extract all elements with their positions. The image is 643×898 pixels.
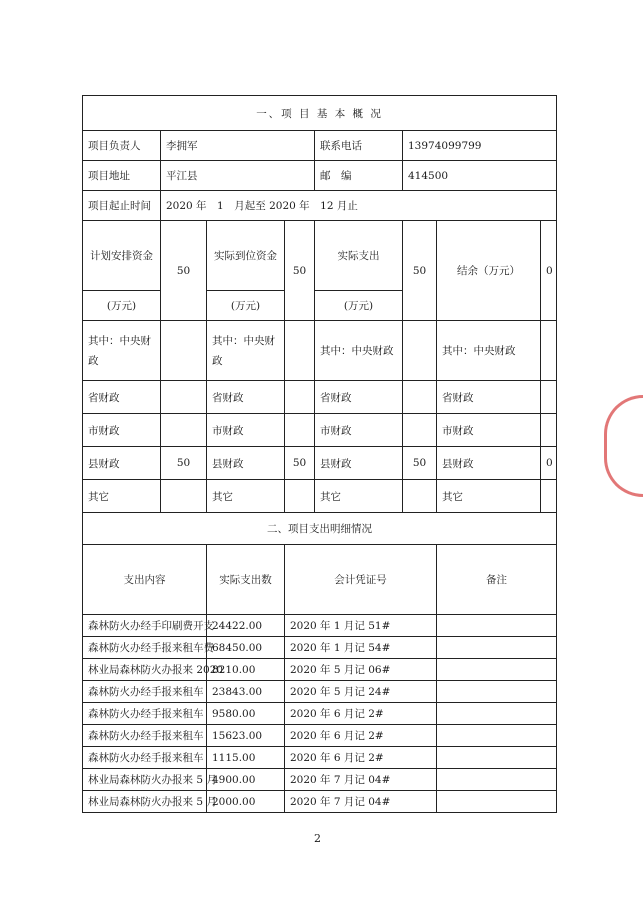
- other-label-3: 其它: [315, 480, 403, 513]
- address-row: [83, 161, 557, 191]
- county-label-3: 县财政: [315, 447, 403, 480]
- section1-header-row: [83, 96, 557, 131]
- row-voucher: 2020 年 1 月记 51#: [285, 615, 437, 637]
- row-content: 森林防火办经手报来租车: [83, 725, 207, 747]
- balance-label: 结余（万元）: [437, 221, 541, 321]
- row-content: 林业局森林防火办报来 2020: [83, 659, 207, 681]
- row-amount: 8210.00: [207, 659, 285, 681]
- row-content: 森林防火办经手报来租车: [83, 747, 207, 769]
- arrived-value: 50: [285, 221, 315, 321]
- row-amount: 1115.00: [207, 747, 285, 769]
- table-row: [83, 659, 557, 681]
- province-label-4: 省财政: [437, 381, 541, 414]
- row-voucher: 2020 年 5 月记 24#: [285, 681, 437, 703]
- postcode-label: 邮 编: [315, 161, 403, 191]
- county-planned: 50: [161, 447, 207, 480]
- row-voucher: 2020 年 6 月记 2#: [285, 725, 437, 747]
- central-label-1: 其中：中央财政: [83, 321, 161, 381]
- header-remark: 备注: [437, 545, 557, 615]
- province-label-1: 省财政: [83, 381, 161, 414]
- row-content: 森林防火办经手印刷费开支: [83, 615, 207, 637]
- row-amount: 9580.00: [207, 703, 285, 725]
- header-voucher: 会计凭证号: [285, 545, 437, 615]
- leader-label: 项目负责人: [83, 131, 161, 161]
- county-label-2: 县财政: [207, 447, 285, 480]
- row-remark: [437, 659, 557, 681]
- funds-row: [83, 221, 557, 291]
- row-remark: [437, 615, 557, 637]
- row-remark: [437, 725, 557, 747]
- spent-label: 实际支出: [315, 221, 403, 291]
- row-amount: 15623.00: [207, 725, 285, 747]
- row-content: 森林防火办经手报来租车: [83, 703, 207, 725]
- leader-row: [83, 131, 557, 161]
- address-value: 平江县: [161, 161, 315, 191]
- county-label-4: 县财政: [437, 447, 541, 480]
- leader-value: 李拥军: [161, 131, 315, 161]
- county-balance: 0: [541, 447, 557, 480]
- arrived-unit: (万元): [207, 291, 285, 321]
- period-label: 项目起止时间: [83, 191, 161, 221]
- row-voucher: 2020 年 6 月记 2#: [285, 747, 437, 769]
- city-label-3: 市财政: [315, 414, 403, 447]
- row-remark: [437, 769, 557, 791]
- row-voucher: 2020 年 6 月记 2#: [285, 703, 437, 725]
- row-remark: [437, 681, 557, 703]
- header-content: 支出内容: [83, 545, 207, 615]
- planned-label-cell: [83, 221, 161, 291]
- central-label-4: 其中：中央财政: [437, 321, 541, 381]
- county-arrived: 50: [285, 447, 315, 480]
- planned-label: 计划安排资金: [90, 250, 153, 262]
- row-voucher: 2020 年 5 月记 06#: [285, 659, 437, 681]
- row-amount: 24422.00: [207, 615, 285, 637]
- page-number: 2: [314, 832, 321, 845]
- address-label: 项目地址: [83, 161, 161, 191]
- red-seal-stamp: [604, 395, 643, 497]
- city-label-4: 市财政: [437, 414, 541, 447]
- row-remark: [437, 791, 557, 813]
- county-label-1: 县财政: [83, 447, 161, 480]
- row-remark: [437, 637, 557, 659]
- table-row: [83, 703, 557, 725]
- spent-unit: (万元): [315, 291, 403, 321]
- planned-value: 50: [161, 221, 207, 321]
- city-label-1: 市财政: [83, 414, 161, 447]
- table-row: [83, 637, 557, 659]
- table-row: [83, 769, 557, 791]
- province-row: [83, 381, 557, 414]
- spent-value: 50: [403, 221, 437, 321]
- other-label-4: 其它: [437, 480, 541, 513]
- planned-unit: (万元): [83, 291, 161, 321]
- row-amount: 23843.00: [207, 681, 285, 703]
- period-value: 2020 年 1 月起至 2020 年 12 月止: [161, 191, 557, 221]
- balance-value: 0: [541, 221, 557, 321]
- row-voucher: 2020 年 1 月记 54#: [285, 637, 437, 659]
- row-voucher: 2020 年 7 月记 04#: [285, 769, 437, 791]
- postcode-value: 414500: [403, 161, 557, 191]
- detail-header-row: [83, 545, 557, 615]
- row-remark: [437, 747, 557, 769]
- section2-header-row: [83, 513, 557, 545]
- row-content: 林业局森林防火办报来 5 月: [83, 791, 207, 813]
- province-label-2: 省财政: [207, 381, 285, 414]
- central-label-2: 其中：中央财政: [207, 321, 285, 381]
- project-form-table: [82, 95, 557, 813]
- city-label-2: 市财政: [207, 414, 285, 447]
- city-row: [83, 414, 557, 447]
- table-row: [83, 681, 557, 703]
- row-voucher: 2020 年 7 月记 04#: [285, 791, 437, 813]
- section2-title: 二、项目支出明细情况: [83, 513, 557, 545]
- other-label-1: 其它: [83, 480, 161, 513]
- row-content: 林业局森林防火办报来 5 月: [83, 769, 207, 791]
- row-amount: 4900.00: [207, 769, 285, 791]
- table-row: [83, 615, 557, 637]
- row-content: 森林防火办经手报来租车费: [83, 637, 207, 659]
- central-row: [83, 321, 557, 381]
- row-content: 森林防火办经手报来租车: [83, 681, 207, 703]
- period-row: [83, 191, 557, 221]
- row-amount: 2000.00: [207, 791, 285, 813]
- county-spent: 50: [403, 447, 437, 480]
- section1-title: 一、项 目 基 本 概 况: [83, 96, 557, 131]
- detail-rows: [83, 615, 557, 813]
- header-amount: 实际支出数: [207, 545, 285, 615]
- county-row: [83, 447, 557, 480]
- phone-label: 联系电话: [315, 131, 403, 161]
- other-label-2: 其它: [207, 480, 285, 513]
- phone-value: 13974099799: [403, 131, 557, 161]
- arrived-label: 实际到位资金: [207, 221, 285, 291]
- other-row: [83, 480, 557, 513]
- central-label-3: 其中：中央财政: [315, 321, 403, 381]
- table-row: [83, 725, 557, 747]
- table-row: [83, 747, 557, 769]
- row-remark: [437, 703, 557, 725]
- table-row: [83, 791, 557, 813]
- row-amount: 68450.00: [207, 637, 285, 659]
- province-label-3: 省财政: [315, 381, 403, 414]
